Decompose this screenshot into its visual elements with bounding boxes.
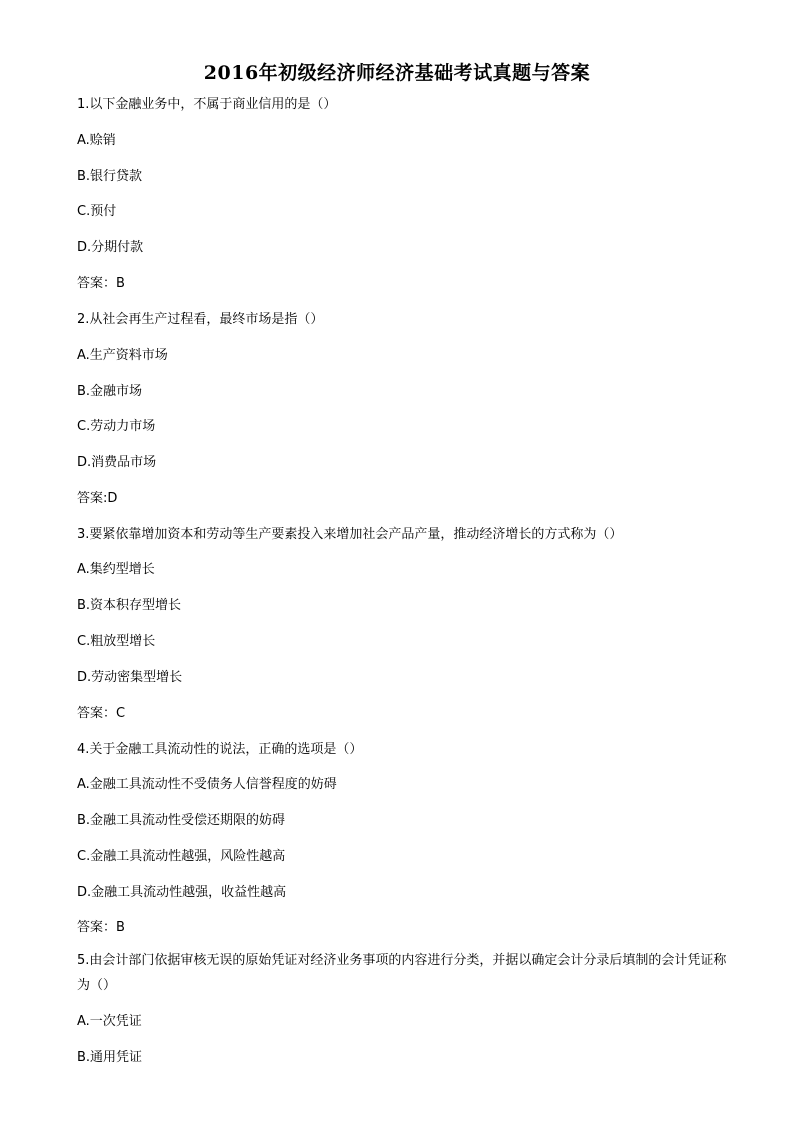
option-1b: B.银行贷款 [77,169,143,184]
document-title: 2016年初级经济师经济基础考试真题与答案 [203,62,591,84]
option-1a: A.赊销 [77,133,116,148]
option-2a: A.生产资料市场 [77,348,168,363]
option-5a: A.一次凭证 [77,1014,142,1029]
option-2d: D.消费品市场 [77,455,157,470]
option-2c: C.劳动力市场 [77,419,156,434]
option-3a: A.集约型增长 [77,562,155,577]
option-3b: B.资本积存型增长 [77,598,182,613]
answer-1: 答案：B [77,276,125,291]
answer-4: 答案：B [77,920,125,935]
option-5b: B.通用凭证 [77,1050,143,1065]
option-4d: D.金融工具流动性越强，收益性越高 [77,885,287,900]
question-5: 5.由会计部门依据审核无误的原始凭证对经济业务事项的内容进行分类，并据以确定会计分录后填制的会计凭证称为（） [77,953,727,993]
question-2: 2.从社会再生产过程看，最终市场是指（） [77,312,324,327]
option-3c: C.粗放型增长 [77,634,156,649]
question-3: 3.要紧依靠增加资本和劳动等生产要素投入来增加社会产品产量，推动经济增长的方式称为（） [77,527,623,542]
answer-3: 答案：C [77,706,126,721]
option-4c: C.金融工具流动性越强，风险性越高 [77,849,286,864]
answer-2: 答案:D [77,491,118,506]
option-4a: A.金融工具流动性不受债务人信誉程度的妨碍 [77,777,337,792]
option-4b: B.金融工具流动性受偿还期限的妨碍 [77,813,286,828]
option-3d: D.劳动密集型增长 [77,670,183,685]
question-4: 4.关于金融工具流动性的说法，正确的选项是（） [77,742,363,757]
question-1: 1.以下金融业务中，不属于商业信用的是（） [77,97,337,112]
option-1c: C.预付 [77,204,117,219]
option-1d: D.分期付款 [77,240,144,255]
option-2b: B.金融市场 [77,384,143,399]
